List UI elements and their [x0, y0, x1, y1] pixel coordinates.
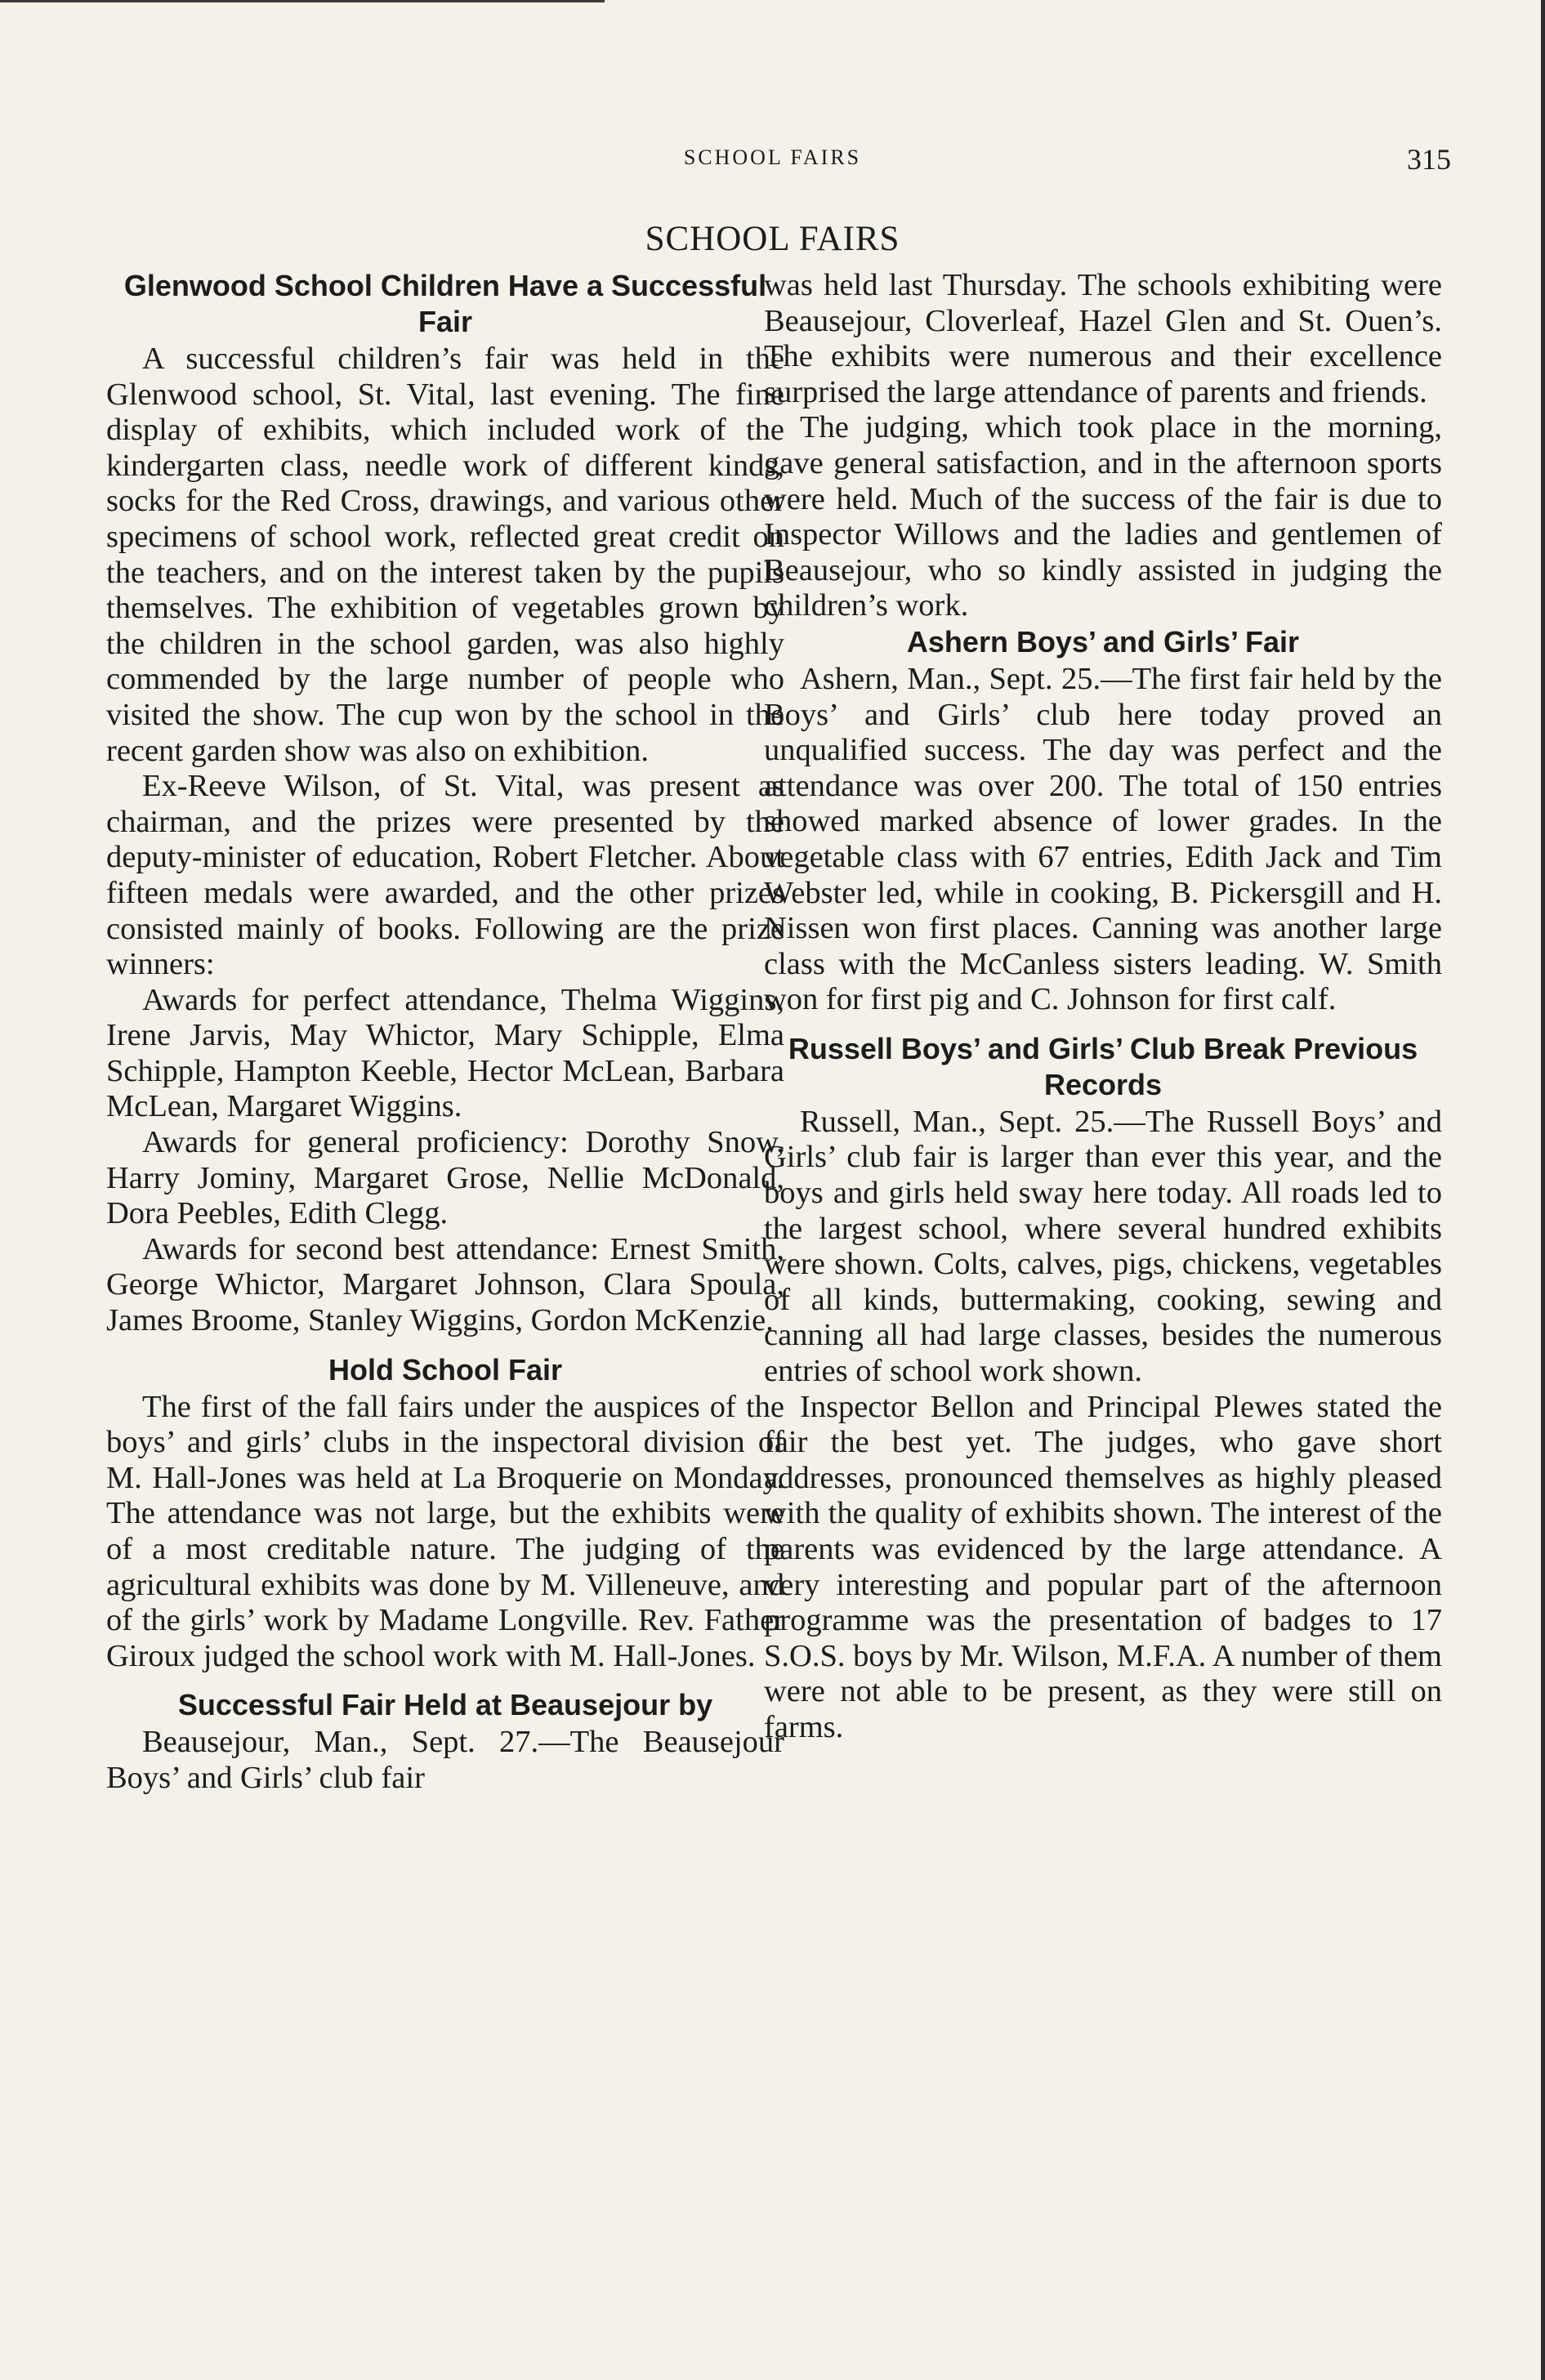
running-head: SCHOOL FAIRS [683, 145, 862, 169]
article-paragraph: Ashern, Man., Sept. 25.—The first fair held by the Boys’ and Girls’ club here today proved an unqualified success. The day was perfect and the attendance was over 200. The total of 150 entries showed marked absence of lower grades. In the vegetable class with 67 entries, Edith Jack and Tim Webster led, while in cooking, B. Pickersgill and H. Nissen won first places. Canning was another large class with the McCanless sisters leading. W. Smith won for first pig and C. Johnson for first calf. [764, 661, 1442, 1017]
section-title: SCHOOL FAIRS [645, 220, 900, 258]
article-paragraph: Awards for general proficiency: Dorothy Snow, Harry Jominy, Margaret Grose, Nellie McDonald, Dora Peebles, Edith Clegg. [106, 1125, 784, 1231]
article-headline-russell: Russell Boys’ and Girls’ Club Break Previous Records [788, 1031, 1418, 1101]
left-column [106, 268, 784, 1797]
article-paragraph: The first of the fall fairs under the auspices of the boys’ and girls’ clubs in the inspectoral division of M. Hall-Jones was held at La Broquerie on Monday. The attendance was not large, but the exhibits were of a most creditable nature. The judging of the agricultural exhibits was done by M. Villeneuve, and of the girls’ work by Madame Longville. Rev. Father Giroux judged the school work with M. Hall-Jones. [106, 1389, 784, 1673]
article-paragraph: Inspector Bellon and Principal Plewes stated the fair the best yet. The judges, who gave short addresses, pronounced themselves as highly pleased with the quality of exhibits shown. The interest of the parents was evidenced by the large attendance. A very interesting and popular part of the afternoon programme was the presentation of badges to 17 S.O.S. boys by Mr. Wilson, M.F.A. A number of them were not able to be present, as they were still on farms. [764, 1389, 1442, 1744]
top-rule [0, 0, 605, 2]
article-headline-beausejour: Successful Fair Held at Beausejour by [177, 1688, 713, 1722]
article-paragraph: Ex-Reeve Wilson, of St. Vital, was present as chairman, and the prizes were presented by the deputy-minister of education, Robert Fletcher. About fifteen medals were awarded, and the other prizes consisted mainly of books. Following are the prize winners: [106, 769, 784, 982]
page-edge-shadow [1541, 0, 1545, 2380]
article-paragraph: A successful children’s fair was held in the Glenwood school, St. Vital, last evening. The fine display of exhibits, which included work of the kindergarten class, needle work of different kinds, socks for the Red Cross, drawings, and various other specimens of school work, reflected great credit on the teachers, and on the interest taken by the pupils themselves. The exhibition of vegetables grown by the children in the school garden, was also highly commended by the large number of people who visited the show. The cup won by the school in the recent garden show was also on exhibition. [106, 342, 784, 768]
article-headline-glenwood: Glenwood School Children Have a Successful Fair [123, 269, 767, 338]
article-paragraph: The judging, which took place in the morning, gave general satisfaction, and in the afternoon sports were held. Much of the success of the fair is due to Inspector Willows and the ladies and gentlemen of Beausejour, who so kindly assisted in judging the children’s work. [764, 410, 1442, 623]
article-paragraph-continued: was held last Thursday. The schools exhibiting were Beausejour, Cloverleaf, Hazel Glen and St. Ouen’s. The exhibits were numerous and their excellence surprised the large attendance of parents and friends. [764, 268, 1442, 409]
page-number: 315 [1407, 143, 1451, 176]
article-paragraph: Awards for second best attendance: Ernest Smith, George Whictor, Margaret Johnson, Clara Spoula, James Broome, Stanley Wiggins, Gordon McKenzie. [106, 1231, 784, 1338]
right-column [764, 268, 1442, 1746]
article-paragraph: Russell, Man., Sept. 25.—The Russell Boys’ and Girls’ club fair is larger than ever this year, and the boys and girls held sway here today. All roads led to the largest school, where several hundred exhibits were shown. Colts, calves, pigs, chickens, vegetables of all kinds, buttermaking, cooking, sewing and canning all had large classes, besides the numerous entries of school work shown. [764, 1104, 1442, 1389]
article-paragraph: Awards for perfect attendance, Thelma Wiggins, Irene Jarvis, May Whictor, Mary Schipple, Elma Schipple, Hampton Keeble, Hector McLean, Barbara McLean, Margaret Wiggins. [106, 982, 784, 1124]
article-paragraph: Beausejour, Man., Sept. 27.—The Beausejour Boys’ and Girls’ club fair [106, 1725, 784, 1795]
article-headline-ashern: Ashern Boys’ and Girls’ Fair [906, 624, 1300, 659]
article-headline-hold-school-fair: Hold School Fair [328, 1352, 562, 1386]
